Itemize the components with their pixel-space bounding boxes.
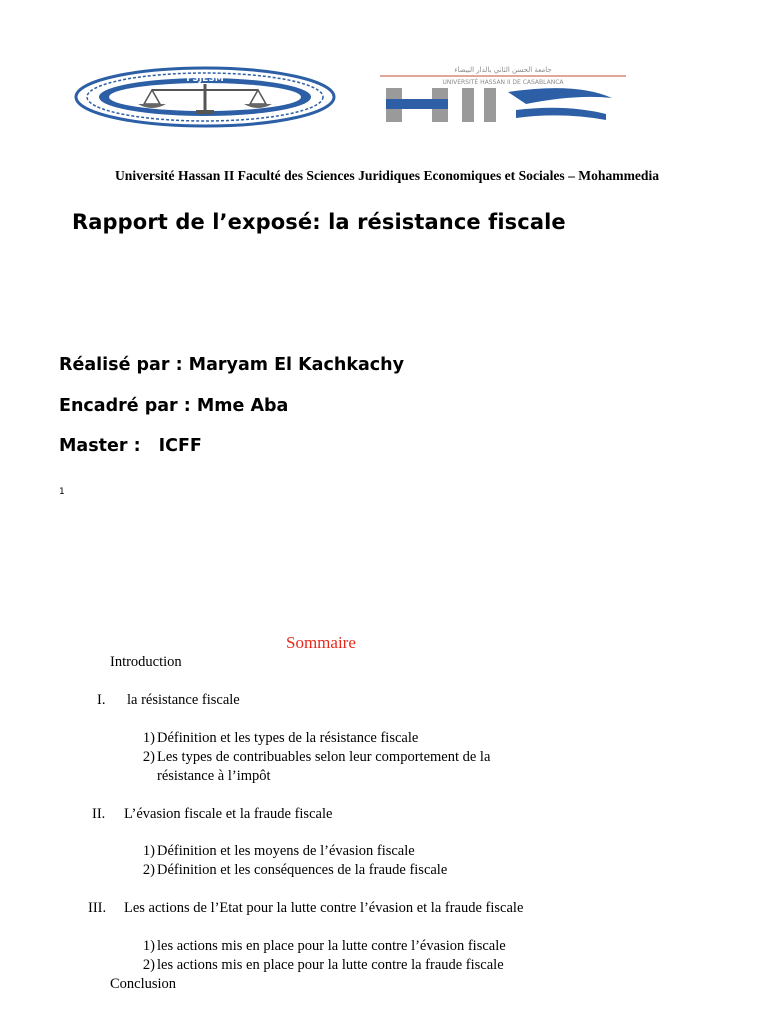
toc-item-text: Définition et les conséquences de la fraude fiscale [157,862,448,878]
toc-item [139,749,490,766]
master-value: ICFF [158,436,202,456]
toc-section-title: L’évasion fiscale et la fraude fiscale [124,806,333,822]
supervisor-line: Encadré par : Mme Aba [59,396,289,416]
faculty-logo-text: FSJESM [186,74,224,84]
university-name: Université Hassan II Faculté des Sciences Juridiques Economiques et Sociales – Mohammedia [114,168,660,183]
university-logo-arabic: جامعة الحسن الثاني بالدار البيضاء [454,66,552,74]
toc-introduction: Introduction [110,654,182,670]
toc-numeral: III. [88,900,107,916]
page-number: 1 [59,487,65,497]
toc-item [139,730,418,747]
university-logo-latin: UNIVERSITÉ HASSAN II DE CASABLANCA [442,79,564,86]
toc-numeral: II. [92,806,106,822]
report-title: Rapport de l’exposé: la résistance fiscale [72,210,566,234]
toc-item [139,862,447,879]
toc-item-number: 2) [142,862,155,878]
toc-conclusion: Conclusion [110,976,177,992]
toc-section-1 [97,692,240,709]
university-logo [376,64,630,124]
toc-item [139,957,504,974]
faculty-logo [74,66,336,128]
toc-item-number: 1) [142,938,155,954]
toc-item-text: Les types de contribuables selon leur comportement de la [157,749,491,765]
toc-section-title: la résistance fiscale [127,692,240,708]
toc-section-3 [88,900,523,917]
toc-item-continuation: résistance à l’impôt [157,768,271,784]
toc-item-number: 1) [142,843,155,859]
toc-item [139,938,506,955]
author-line: Réalisé par : Maryam El Kachkachy [59,355,405,375]
toc-item-text: Définition et les types de la résistance fiscale [157,730,419,746]
toc-section-title: Les actions de l’Etat pour la lutte contre l’évasion et la fraude fiscale [124,900,524,916]
sommaire-heading: Sommaire [286,633,356,652]
toc-numeral: I. [97,692,106,708]
toc-item-text: les actions mis en place pour la lutte contre l’évasion fiscale [157,938,506,954]
toc-item-text: les actions mis en place pour la lutte contre la fraude fiscale [157,957,504,973]
toc-item-text: Définition et les moyens de l’évasion fiscale [157,843,415,859]
toc-item-number: 1) [142,730,155,746]
toc-item-number: 2) [142,749,155,765]
toc-section-2 [92,806,332,823]
master-label: Master : [59,436,141,456]
master-line [59,436,202,456]
toc-item [139,843,415,860]
toc-item-number: 2) [142,957,155,973]
